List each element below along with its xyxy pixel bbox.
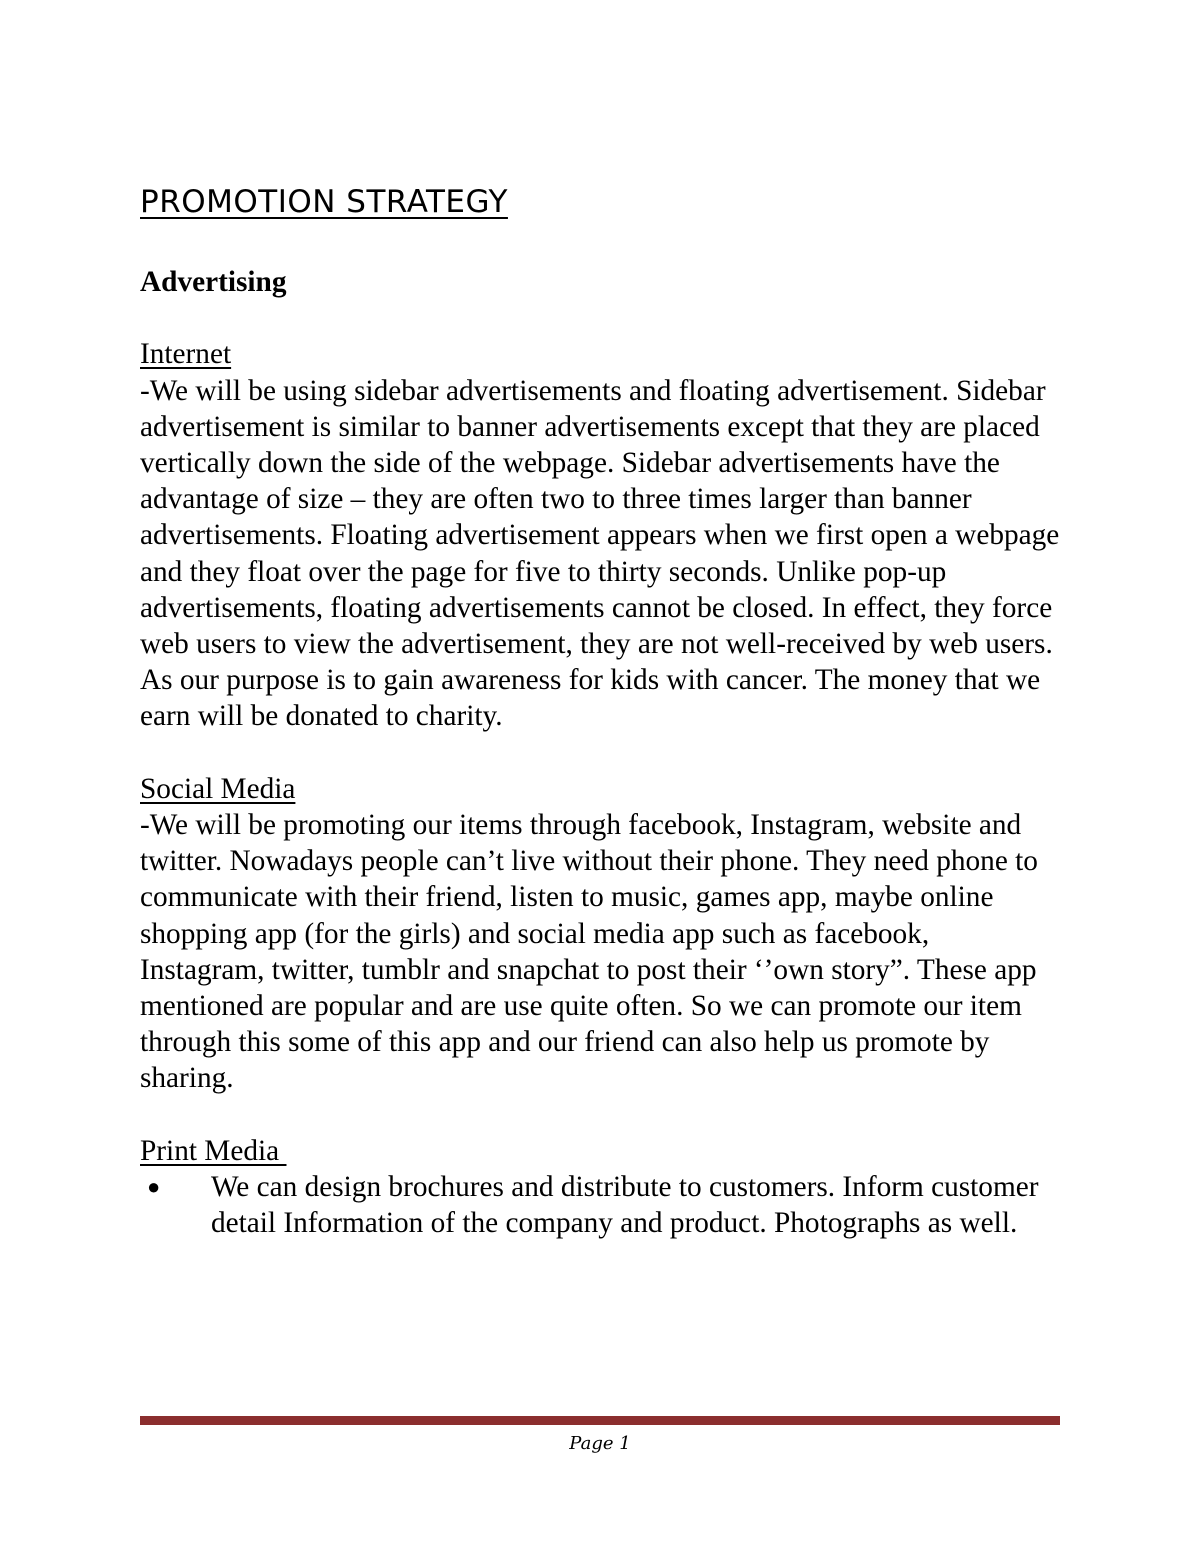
spacer xyxy=(140,735,1060,771)
print-media-list xyxy=(140,1169,1060,1241)
spacer xyxy=(140,1097,1060,1133)
list-item xyxy=(140,1169,1060,1241)
subheading-social-media: Social Media xyxy=(140,772,296,805)
page-number: Page 1 xyxy=(569,1433,631,1454)
spacer xyxy=(140,300,1060,336)
list-item-text: We can design brochures and distribute to customers. Inform customer detail Information of the company and product. Photographs as well. xyxy=(211,1171,1039,1240)
paragraph-internet: -We will be using sidebar advertisements and floating advertisement. Sidebar advertisement is similar to banner advertisements except that they are placed vertically down the side of the webpage. Sidebar advertisements have the advantage of size – they are often two to three times larger than banner advertisements. Floating advertisement appears when we first open a webpage and they float over the page for five to thirty seconds. Unlike pop-up advertisements, floating advertisements cannot be closed. In effect, they force web users to view the advertisement, they are not well-received by web users. As our purpose is to gain awareness for kids with cancer. The money that we earn will be donated to charity. xyxy=(140,374,1060,733)
page-title: PROMOTION STRATEGY xyxy=(140,184,508,220)
document-body xyxy=(140,264,1060,1241)
footer-divider xyxy=(140,1416,1060,1425)
section-heading-advertising: Advertising xyxy=(140,266,287,298)
bullet-icon: ● xyxy=(147,1174,161,1200)
subheading-print-media-label: Print Media xyxy=(140,1134,287,1167)
subheading-print-media xyxy=(140,1133,1060,1169)
paragraph-social-media: -We will be promoting our items through facebook, Instagram, website and twitter. Nowadays people can’t live without their phone. They need phone to communicate with their friend, listen to music, games app, maybe online shopping app (for the girls) and social media app such as facebook, Instagram, twitter, tumblr and snapchat to post their ‘’own story”. These app mentioned are popular and are use quite often. So we can promote our item through this some of this app and our friend can also help us promote by sharing. xyxy=(140,809,1038,1095)
subheading-internet: Internet xyxy=(140,338,232,371)
